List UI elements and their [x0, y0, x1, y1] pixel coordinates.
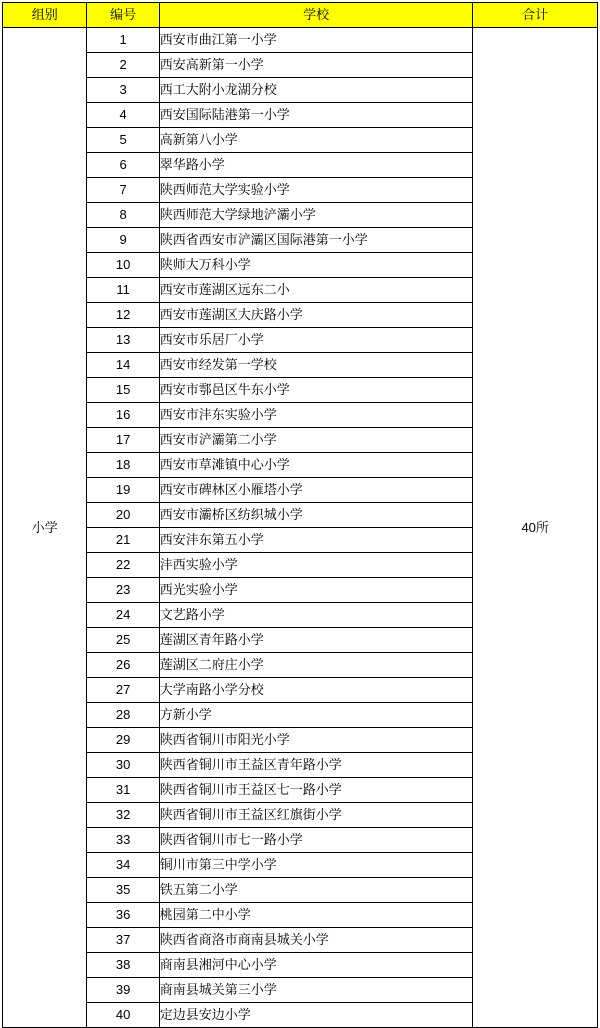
school-name-cell: 陕西省商洛市商南县城关小学 — [159, 928, 473, 953]
header-row — [3, 3, 598, 28]
school-name-cell: 大学南路小学分校 — [159, 678, 473, 703]
school-name-cell: 西光实验小学 — [159, 578, 473, 603]
row-number-cell: 15 — [87, 378, 159, 403]
school-name-cell: 西安市碑林区小雁塔小学 — [159, 478, 473, 503]
row-number-cell: 14 — [87, 353, 159, 378]
row-number-cell: 40 — [87, 1003, 159, 1028]
school-name-cell: 文艺路小学 — [159, 603, 473, 628]
row-number-cell: 27 — [87, 678, 159, 703]
school-name-cell: 西安市草滩镇中心小学 — [159, 453, 473, 478]
table-header — [3, 3, 598, 28]
row-number-cell: 31 — [87, 778, 159, 803]
school-name-cell: 西安市莲湖区远东二小 — [159, 278, 473, 303]
school-list-sheet — [0, 2, 600, 1028]
school-name-cell: 西安市经发第一学校 — [159, 353, 473, 378]
school-name-cell: 莲湖区二府庄小学 — [159, 653, 473, 678]
school-name-cell: 西安市莲湖区大庆路小学 — [159, 303, 473, 328]
group-cell: 小学 — [3, 28, 87, 1028]
row-number-cell: 30 — [87, 753, 159, 778]
school-name-cell: 西安沣东第五小学 — [159, 528, 473, 553]
school-name-cell: 陕西省铜川市王益区红旗街小学 — [159, 803, 473, 828]
school-name-cell: 铜川市第三中学小学 — [159, 853, 473, 878]
school-name-cell: 西安高新第一小学 — [159, 53, 473, 78]
school-name-cell: 翠华路小学 — [159, 153, 473, 178]
school-name-cell: 铁五第二小学 — [159, 878, 473, 903]
row-number-cell: 32 — [87, 803, 159, 828]
row-number-cell: 6 — [87, 153, 159, 178]
row-number-cell: 3 — [87, 78, 159, 103]
row-number-cell: 20 — [87, 503, 159, 528]
row-number-cell: 13 — [87, 328, 159, 353]
school-name-cell: 桃园第二中小学 — [159, 903, 473, 928]
row-number-cell: 12 — [87, 303, 159, 328]
row-number-cell: 9 — [87, 228, 159, 253]
row-number-cell: 26 — [87, 653, 159, 678]
school-name-cell: 沣西实验小学 — [159, 553, 473, 578]
school-name-cell: 陕西省铜川市王益区七一路小学 — [159, 778, 473, 803]
row-number-cell: 25 — [87, 628, 159, 653]
row-number-cell: 24 — [87, 603, 159, 628]
school-name-cell: 陕西省铜川市阳光小学 — [159, 728, 473, 753]
row-number-cell: 33 — [87, 828, 159, 853]
row-number-cell: 18 — [87, 453, 159, 478]
row-number-cell: 39 — [87, 978, 159, 1003]
row-number-cell: 10 — [87, 253, 159, 278]
row-number-cell: 5 — [87, 128, 159, 153]
row-number-cell: 35 — [87, 878, 159, 903]
row-number-cell: 21 — [87, 528, 159, 553]
school-name-cell: 西安市沣东实验小学 — [159, 403, 473, 428]
school-name-cell: 西安市曲江第一小学 — [159, 28, 473, 53]
column-header-total: 合计 — [473, 3, 598, 28]
school-name-cell: 陕师大万科小学 — [159, 253, 473, 278]
row-number-cell: 29 — [87, 728, 159, 753]
school-name-cell: 西安国际陆港第一小学 — [159, 103, 473, 128]
school-name-cell: 莲湖区青年路小学 — [159, 628, 473, 653]
row-number-cell: 4 — [87, 103, 159, 128]
school-name-cell: 定边县安边小学 — [159, 1003, 473, 1028]
row-number-cell: 36 — [87, 903, 159, 928]
total-cell: 40所 — [473, 28, 598, 1028]
row-number-cell: 16 — [87, 403, 159, 428]
school-list-table — [2, 2, 598, 1028]
table-row — [3, 28, 598, 53]
school-name-cell: 陕西省铜川市七一路小学 — [159, 828, 473, 853]
school-name-cell: 西安市乐居厂小学 — [159, 328, 473, 353]
school-name-cell: 西安市鄠邑区牛东小学 — [159, 378, 473, 403]
row-number-cell: 19 — [87, 478, 159, 503]
row-number-cell: 37 — [87, 928, 159, 953]
row-number-cell: 7 — [87, 178, 159, 203]
row-number-cell: 28 — [87, 703, 159, 728]
row-number-cell: 23 — [87, 578, 159, 603]
table-body — [3, 28, 598, 1028]
row-number-cell: 2 — [87, 53, 159, 78]
school-name-cell: 陕西师范大学实验小学 — [159, 178, 473, 203]
row-number-cell: 34 — [87, 853, 159, 878]
school-name-cell: 方新小学 — [159, 703, 473, 728]
school-name-cell: 西安市浐灞第二小学 — [159, 428, 473, 453]
school-name-cell: 陕西师范大学绿地浐灞小学 — [159, 203, 473, 228]
school-name-cell: 陕西省铜川市王益区青年路小学 — [159, 753, 473, 778]
row-number-cell: 1 — [87, 28, 159, 53]
row-number-cell: 8 — [87, 203, 159, 228]
school-name-cell: 西安市灞桥区纺织城小学 — [159, 503, 473, 528]
school-name-cell: 商南县城关第三小学 — [159, 978, 473, 1003]
row-number-cell: 11 — [87, 278, 159, 303]
column-header-group: 组别 — [3, 3, 87, 28]
school-name-cell: 高新第八小学 — [159, 128, 473, 153]
column-header-school: 学校 — [159, 3, 473, 28]
row-number-cell: 22 — [87, 553, 159, 578]
school-name-cell: 陕西省西安市浐灞区国际港第一小学 — [159, 228, 473, 253]
column-header-number: 编号 — [87, 3, 159, 28]
row-number-cell: 17 — [87, 428, 159, 453]
row-number-cell: 38 — [87, 953, 159, 978]
school-name-cell: 西工大附小龙湖分校 — [159, 78, 473, 103]
school-name-cell: 商南县湘河中心小学 — [159, 953, 473, 978]
